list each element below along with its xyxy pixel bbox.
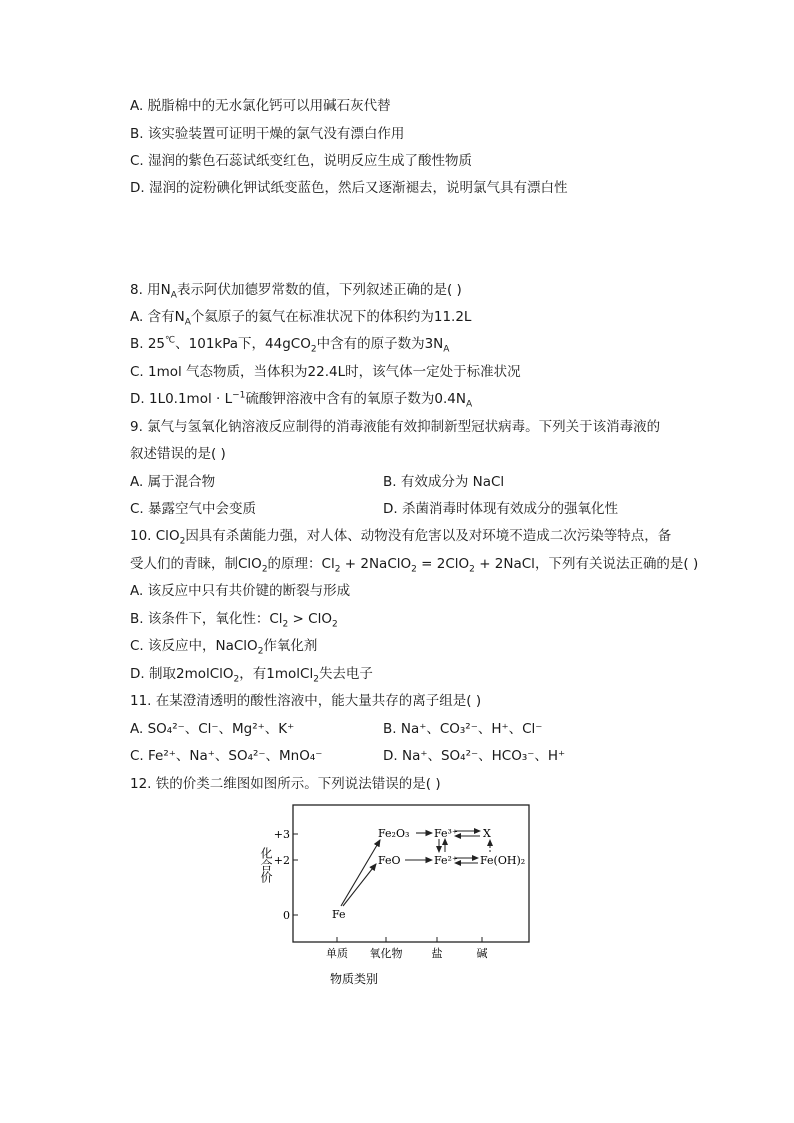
q11-option-b: B. Na⁺、CO₃²⁻、H⁺、Cl⁻: [383, 721, 543, 737]
x-tick-element: 单质: [326, 947, 348, 960]
q7-option-c: C. 湿润的紫色石蕊试纸变红色，说明反应生成了酸性物质: [130, 153, 473, 169]
y-tick-zero: 0: [283, 909, 290, 922]
q7-option-a: A. 脱脂棉中的无水氯化钙可以用碱石灰代替: [130, 98, 391, 114]
q8-option-c: C. 1mol 气态物质，当体积为22.4L时，该气体一定处于标准状况: [130, 364, 521, 380]
q10-stem-line1: 10. ClO$_2$因具有杀菌能力强，对人体、动物没有危害以及对环境不造成二次污染等特点，备: [130, 528, 672, 547]
q11-option-c: C. Fe²⁺、Na⁺、SO₄²⁻、MnO₄⁻: [130, 748, 323, 764]
q10-option-a: A. 该反应中只有共价键的断裂与形成: [130, 583, 351, 599]
q10-option-d: D. 制取2molClO$_2$，有1molCl$_2$失去电子: [130, 666, 373, 685]
q8-option-d: D. $1L0.1mol \cdot L^{-1}$硫酸钾溶液中含有的氧原子数为$0.4N_A$: [130, 390, 473, 410]
x-tick-oxide: 氧化物: [369, 947, 403, 960]
q10-option-c: C. 该反应中，NaClO$_2$作氧化剂: [130, 638, 318, 657]
x-tick-salt: 盐: [431, 947, 443, 960]
node-fe2: Fe²⁺: [434, 854, 458, 867]
node-fe3: Fe³⁺: [434, 827, 458, 840]
node-feo: FeO: [378, 854, 401, 867]
q9-option-a: A. 属于混合物: [130, 474, 216, 490]
q11-option-d: D. Na⁺、SO₄²⁻、HCO₃⁻、H⁺: [383, 748, 566, 764]
iron-valence-diagram: [250, 800, 550, 1000]
q9-option-b: B. 有效成分为 NaCl: [383, 474, 505, 490]
node-feoh2: Fe(OH)₂: [480, 854, 526, 867]
x-tick-base: 碱: [476, 947, 488, 960]
q9-option-c: C. 暴露空气中会变质: [130, 501, 257, 517]
q11-stem: 11. 在某澄清透明的酸性溶液中，能大量共存的离子组是( ): [130, 693, 482, 709]
y-tick-plus3: +3: [273, 828, 290, 841]
diagram-svg: [250, 800, 550, 1000]
q8-option-a: A. 含有$N_A$个氦原子的氦气在标准状况下的体积约为11.2L: [130, 309, 472, 328]
q12-stem: 12. 铁的价类二维图如图所示。下列说法错误的是( ): [130, 776, 441, 792]
q10-stem-line2: 受人们的青睐，制ClO$_2$的原理：$Cl_2$ + 2NaClO$_2$ = 2ClO$_2$ + 2NaCl，下列有关说法正确的是( ): [130, 556, 699, 575]
node-fe2o3: Fe₂O₃: [378, 827, 410, 840]
q9-option-d: D. 杀菌消毒时体现有效成分的强氧化性: [383, 501, 618, 517]
node-fe: Fe: [332, 908, 346, 921]
x-axis-label: 物质类别: [329, 972, 379, 986]
q10-option-b: B. 该条件下，氧化性：$Cl_2 > ClO_2$: [130, 611, 338, 630]
arrow-fe-to-feo: [343, 864, 376, 906]
q8-stem: 8. 用$N_A$表示阿伏加德罗常数的值，下列叙述正确的是( ): [130, 282, 462, 301]
q9-stem-line1: 9. 氯气与氢氧化钠溶液反应制得的消毒液能有效抑制新型冠状病毒。下列关于该消毒液的: [130, 419, 661, 435]
y-axis-label: 化合价: [259, 847, 273, 883]
node-x: X: [483, 827, 491, 840]
q7-option-d: D. 湿润的淀粉碘化钾试纸变蓝色，然后又逐渐褪去，说明氯气具有漂白性: [130, 180, 568, 196]
q7-option-b: B. 该实验装置可证明干燥的氯气没有漂白作用: [130, 126, 405, 142]
y-tick-plus2: +2: [273, 854, 290, 867]
q9-stem-line2: 叙述错误的是( ): [130, 446, 226, 462]
q8-option-b: B. 25℃、101kPa下，44gCO$_2$中含有的原子数为$3N_A$: [130, 335, 450, 355]
arrow-fe-to-fe2o3: [341, 840, 380, 906]
diagram-frame: [293, 805, 529, 942]
q11-option-a: A. SO₄²⁻、Cl⁻、Mg²⁺、K⁺: [130, 721, 295, 737]
